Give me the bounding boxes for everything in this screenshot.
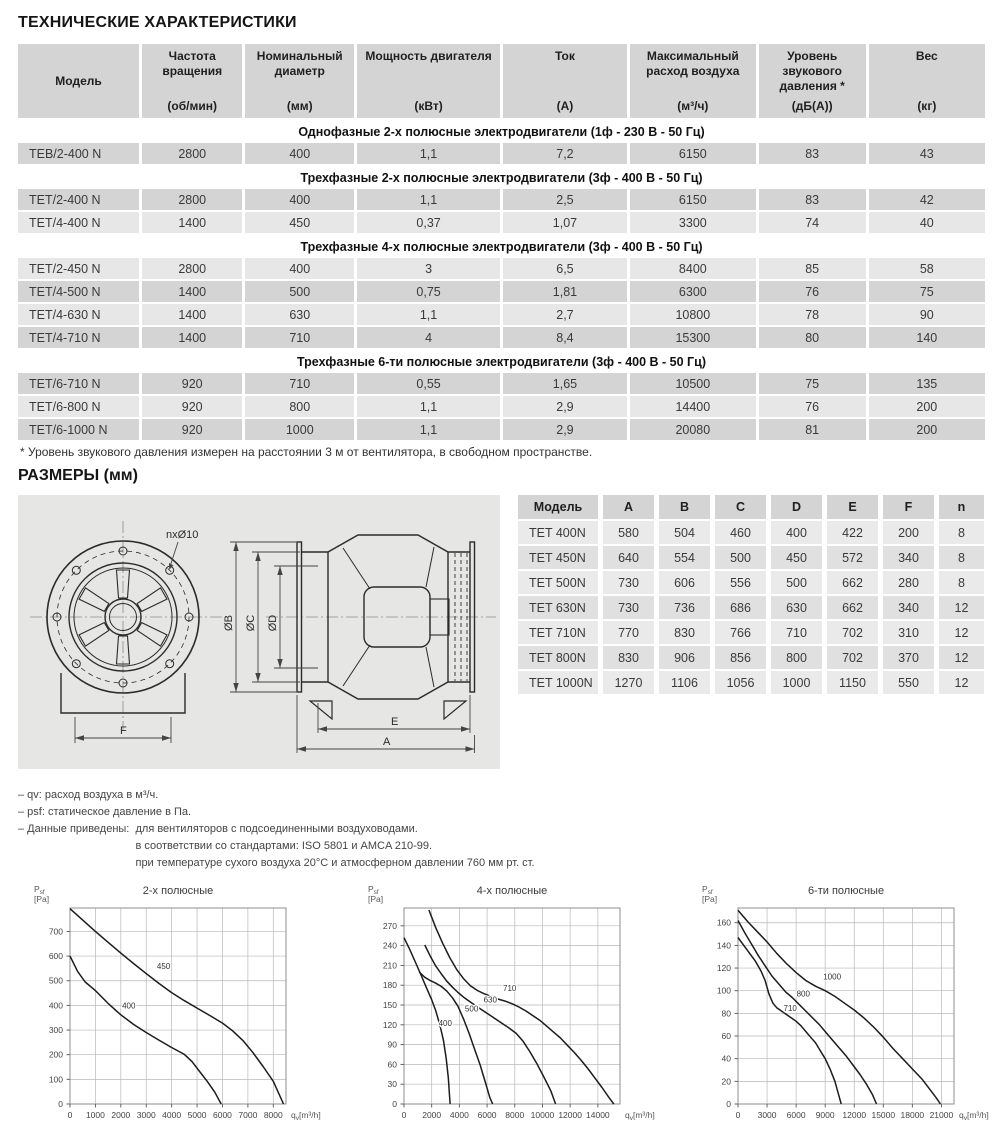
dimensions-title: РАЗМЕРЫ (мм) bbox=[18, 467, 138, 484]
table-row bbox=[18, 258, 985, 279]
x-tick-label: 5000 bbox=[187, 1110, 207, 1121]
y-tick-label: 150 bbox=[382, 1000, 397, 1011]
value-cell: 0,55 bbox=[357, 373, 500, 394]
section-header: Однофазные 2-х полюсные электродвигатели (1ф - 230 В - 50 Гц) bbox=[18, 120, 985, 143]
x-tick-label: 6000 bbox=[213, 1110, 232, 1121]
value-cell: 556 bbox=[715, 571, 766, 594]
x-tick-label: 3000 bbox=[136, 1110, 156, 1121]
chart-svg bbox=[360, 882, 670, 1134]
value-cell: 40 bbox=[869, 212, 985, 233]
chart-6-pole bbox=[694, 882, 1000, 1134]
value-cell: 200 bbox=[869, 396, 985, 417]
value-cell: 450 bbox=[245, 212, 354, 233]
y-tick-label: 120 bbox=[382, 1020, 397, 1031]
spec-column-header: Максимальный расход воздуха (м³/ч) bbox=[630, 44, 756, 118]
y-tick-label: 0 bbox=[726, 1099, 731, 1110]
model-cell: TET/4-400 N bbox=[18, 212, 139, 233]
x-tick-label: 12000 bbox=[842, 1110, 867, 1121]
table-row bbox=[18, 212, 985, 233]
curve-label: 630 bbox=[483, 995, 497, 1005]
value-cell: 800 bbox=[245, 396, 354, 417]
footnote-line bbox=[18, 821, 985, 872]
value-cell: 630 bbox=[771, 596, 822, 619]
table-row bbox=[18, 373, 985, 394]
y-tick-label: 40 bbox=[721, 1053, 731, 1064]
value-cell: 75 bbox=[759, 373, 866, 394]
left-flange bbox=[297, 542, 302, 692]
model-cell: TET 450N bbox=[518, 546, 598, 569]
value-cell: 2800 bbox=[142, 258, 242, 279]
footnote-label: – Данные приведены: bbox=[18, 823, 136, 836]
svg-text:[Pa]: [Pa] bbox=[34, 894, 50, 905]
chart-title: 2-х полюсные bbox=[142, 885, 214, 898]
value-cell: 422 bbox=[827, 521, 878, 544]
y-tick-label: 80 bbox=[721, 1008, 731, 1019]
curve-label: 400 bbox=[438, 1019, 452, 1029]
dim-header-row bbox=[518, 495, 985, 519]
svg-text:[Pa]: [Pa] bbox=[368, 894, 384, 905]
spec-table bbox=[18, 44, 985, 440]
curve-label: 710 bbox=[783, 1004, 797, 1014]
spec-column-header: Вес (кг) bbox=[869, 44, 985, 118]
model-cell: TET/2-450 N bbox=[18, 258, 139, 279]
page-title: ТЕХНИЧЕСКИЕ ХАРАКТЕРИСТИКИ bbox=[18, 14, 297, 31]
value-cell: 460 bbox=[715, 521, 766, 544]
value-cell: 8 bbox=[939, 571, 984, 594]
x-tick-label: 3000 bbox=[757, 1110, 777, 1121]
model-cell: TEB/2-400 N bbox=[18, 143, 139, 164]
x-tick-label: 10000 bbox=[530, 1110, 555, 1121]
dim-a-label: A bbox=[383, 736, 391, 748]
value-cell: 43 bbox=[869, 143, 985, 164]
section-header: Трехфазные 2-х полюсные электродвигатели (3ф - 400 В - 50 Гц) bbox=[18, 166, 985, 189]
value-cell: 1270 bbox=[603, 671, 654, 694]
value-cell: 504 bbox=[659, 521, 710, 544]
value-cell: 630 bbox=[245, 304, 354, 325]
value-cell: 340 bbox=[883, 596, 934, 619]
x-tick-label: 7000 bbox=[238, 1110, 258, 1121]
model-cell: TET 1000N bbox=[518, 671, 598, 694]
value-cell: 1150 bbox=[827, 671, 878, 694]
dim-column-header: F bbox=[883, 495, 934, 519]
spec-column-header: Частота вращения (об/мин) bbox=[142, 44, 242, 118]
curve-label: 500 bbox=[464, 1004, 479, 1014]
value-cell: 606 bbox=[659, 571, 710, 594]
chart-svg bbox=[26, 882, 336, 1134]
value-cell: 8 bbox=[939, 521, 984, 544]
model-cell: TET/4-710 N bbox=[18, 327, 139, 348]
table-row bbox=[518, 571, 985, 594]
table-row bbox=[18, 304, 985, 325]
holes-leader-line bbox=[169, 542, 178, 570]
value-cell: 90 bbox=[869, 304, 985, 325]
x-axis-label: $q_v[m^3/h]$ bbox=[959, 1110, 989, 1123]
x-axis-label: $q_v[m^3/h]$ bbox=[291, 1110, 321, 1123]
x-tick-label: 4000 bbox=[162, 1110, 182, 1121]
table-row bbox=[518, 621, 985, 644]
table-row bbox=[18, 281, 985, 302]
y-tick-label: 300 bbox=[48, 1025, 63, 1036]
x-tick-label: 21000 bbox=[929, 1110, 954, 1121]
value-cell: 662 bbox=[827, 596, 878, 619]
x-tick-label: 0 bbox=[735, 1110, 741, 1121]
spec-column-header: Номинальный диаметр (мм) bbox=[245, 44, 354, 118]
model-cell: TET/6-710 N bbox=[18, 373, 139, 394]
value-cell: 135 bbox=[869, 373, 985, 394]
value-cell: 2,9 bbox=[503, 396, 627, 417]
value-cell: 710 bbox=[245, 327, 354, 348]
y-tick-label: 240 bbox=[382, 940, 397, 951]
footnotes bbox=[18, 787, 985, 872]
table-row bbox=[18, 189, 985, 210]
model-cell: TET/6-1000 N bbox=[18, 419, 139, 440]
value-cell: 1,1 bbox=[357, 396, 500, 417]
chart-title: 6-ти полюсные bbox=[807, 885, 885, 898]
value-cell: 1,65 bbox=[503, 373, 627, 394]
table-row bbox=[518, 596, 985, 619]
value-cell: 400 bbox=[245, 189, 354, 210]
value-cell: 730 bbox=[603, 596, 654, 619]
value-cell: 702 bbox=[827, 621, 878, 644]
value-cell: 500 bbox=[715, 546, 766, 569]
table-row bbox=[18, 419, 985, 440]
value-cell: 200 bbox=[883, 521, 934, 544]
chart-svg bbox=[694, 882, 1000, 1134]
y-tick-label: 700 bbox=[48, 926, 63, 937]
y-tick-label: 0 bbox=[392, 1099, 397, 1110]
value-cell: 12 bbox=[939, 671, 984, 694]
value-cell: 1,1 bbox=[357, 304, 500, 325]
table-row bbox=[518, 671, 985, 694]
y-tick-label: 200 bbox=[48, 1049, 63, 1060]
value-cell: 81 bbox=[759, 419, 866, 440]
y-axis-label: $P_{sf}$ bbox=[368, 884, 379, 897]
value-cell: 8400 bbox=[630, 258, 756, 279]
curve-450 bbox=[70, 909, 284, 1104]
value-cell: 736 bbox=[659, 596, 710, 619]
y-tick-label: 60 bbox=[387, 1059, 397, 1070]
y-tick-label: 400 bbox=[48, 1000, 63, 1011]
x-tick-label: 18000 bbox=[900, 1110, 925, 1121]
curve-label: 710 bbox=[503, 984, 517, 994]
value-cell: 730 bbox=[603, 571, 654, 594]
value-cell: 80 bbox=[759, 327, 866, 348]
value-cell: 0,37 bbox=[357, 212, 500, 233]
x-tick-label: 6000 bbox=[786, 1110, 806, 1121]
value-cell: 1400 bbox=[142, 212, 242, 233]
x-tick-label: 2000 bbox=[111, 1110, 131, 1121]
value-cell: 1,1 bbox=[357, 419, 500, 440]
curve-710 bbox=[738, 938, 841, 1105]
value-cell: 140 bbox=[869, 327, 985, 348]
table-row bbox=[18, 143, 985, 164]
value-cell: 20080 bbox=[630, 419, 756, 440]
value-cell: 75 bbox=[869, 281, 985, 302]
chart-4-pole bbox=[360, 882, 670, 1134]
chart-2-pole bbox=[26, 882, 336, 1134]
value-cell: 920 bbox=[142, 396, 242, 417]
x-tick-label: 9000 bbox=[815, 1110, 835, 1121]
value-cell: 78 bbox=[759, 304, 866, 325]
spec-column-header: Модель bbox=[18, 44, 139, 118]
value-cell: 1,81 bbox=[503, 281, 627, 302]
dim-column-header: E bbox=[827, 495, 878, 519]
y-axis-label: $P_{sf}$ bbox=[702, 884, 713, 897]
value-cell: 280 bbox=[883, 571, 934, 594]
table-row bbox=[18, 327, 985, 348]
value-cell: 1000 bbox=[245, 419, 354, 440]
footnote-text: – qv: расход воздуха в м³/ч. bbox=[18, 789, 159, 801]
y-tick-label: 160 bbox=[716, 917, 731, 928]
model-cell: TET 630N bbox=[518, 596, 598, 619]
value-cell: 1,1 bbox=[357, 143, 500, 164]
y-tick-label: 270 bbox=[382, 921, 397, 932]
value-cell: 42 bbox=[869, 189, 985, 210]
curve-1000 bbox=[738, 911, 940, 1105]
value-cell: 550 bbox=[883, 671, 934, 694]
value-cell: 830 bbox=[659, 621, 710, 644]
y-tick-label: 140 bbox=[716, 940, 731, 951]
x-tick-label: 6000 bbox=[477, 1110, 497, 1121]
curve-710 bbox=[429, 910, 614, 1104]
value-cell: 1400 bbox=[142, 304, 242, 325]
mounting-feet bbox=[310, 701, 466, 719]
x-tick-label: 1000 bbox=[85, 1110, 105, 1121]
value-cell: 2,9 bbox=[503, 419, 627, 440]
chart-title: 4-х полюсные bbox=[476, 885, 548, 898]
value-cell: 1056 bbox=[715, 671, 766, 694]
spec-table-footnote: * Уровень звукового давления измерен на расстоянии 3 м от вентилятора, в свободном пространстве. bbox=[20, 445, 593, 459]
y-tick-label: 600 bbox=[48, 951, 63, 962]
footnote-text: для вентиляторов с подсоединенными воздуховодами. в соответствии со стандартами: ISO 5801 и AMCA 210-99. при температуре сухого воздуха 20°C и атмосферном давлении 760 мм рт. ст. bbox=[135, 823, 535, 870]
value-cell: 74 bbox=[759, 212, 866, 233]
table-row bbox=[518, 546, 985, 569]
value-cell: 15300 bbox=[630, 327, 756, 348]
value-cell: 920 bbox=[142, 373, 242, 394]
value-cell: 906 bbox=[659, 646, 710, 669]
spec-column-header: Мощность двигателя (кВт) bbox=[357, 44, 500, 118]
value-cell: 766 bbox=[715, 621, 766, 644]
value-cell: 76 bbox=[759, 396, 866, 417]
value-cell: 0,75 bbox=[357, 281, 500, 302]
curve-800 bbox=[738, 921, 877, 1105]
y-tick-label: 30 bbox=[387, 1079, 397, 1090]
model-cell: TET/4-630 N bbox=[18, 304, 139, 325]
x-tick-label: 14000 bbox=[586, 1110, 610, 1121]
value-cell: 12 bbox=[939, 596, 984, 619]
value-cell: 12 bbox=[939, 646, 984, 669]
value-cell: 8 bbox=[939, 546, 984, 569]
curve-label: 450 bbox=[156, 962, 171, 972]
y-tick-label: 60 bbox=[721, 1031, 731, 1042]
y-axis-label: $P_{sf}$ bbox=[34, 884, 45, 897]
footnote-line bbox=[18, 787, 985, 804]
value-cell: 83 bbox=[759, 189, 866, 210]
table-row bbox=[518, 521, 985, 544]
value-cell: 450 bbox=[771, 546, 822, 569]
value-cell: 830 bbox=[603, 646, 654, 669]
value-cell: 2,5 bbox=[503, 189, 627, 210]
y-tick-label: 180 bbox=[382, 980, 397, 991]
dim-column-header: D bbox=[771, 495, 822, 519]
dim-column-header: A bbox=[603, 495, 654, 519]
y-tick-label: 20 bbox=[721, 1076, 731, 1087]
value-cell: 76 bbox=[759, 281, 866, 302]
value-cell: 770 bbox=[603, 621, 654, 644]
dim-e-label: E bbox=[391, 716, 399, 728]
performance-charts bbox=[18, 882, 989, 1134]
value-cell: 640 bbox=[603, 546, 654, 569]
value-cell: 14400 bbox=[630, 396, 756, 417]
model-cell: TET 710N bbox=[518, 621, 598, 644]
x-tick-label: 15000 bbox=[871, 1110, 896, 1121]
svg-text:[Pa]: [Pa] bbox=[702, 894, 718, 905]
spec-header-row bbox=[18, 44, 985, 118]
x-tick-label: 2000 bbox=[422, 1110, 442, 1121]
value-cell: 554 bbox=[659, 546, 710, 569]
y-tick-label: 0 bbox=[58, 1099, 63, 1110]
value-cell: 710 bbox=[245, 373, 354, 394]
y-tick-label: 100 bbox=[48, 1074, 63, 1085]
x-tick-label: 0 bbox=[67, 1110, 73, 1121]
value-cell: 6300 bbox=[630, 281, 756, 302]
value-cell: 10500 bbox=[630, 373, 756, 394]
dim-column-header: C bbox=[715, 495, 766, 519]
value-cell: 1,07 bbox=[503, 212, 627, 233]
value-cell: 58 bbox=[869, 258, 985, 279]
model-cell: TET/6-800 N bbox=[18, 396, 139, 417]
value-cell: 4 bbox=[357, 327, 500, 348]
section-header: Трехфазные 6-ти полюсные электродвигатели (3ф - 400 В - 50 Гц) bbox=[18, 350, 985, 373]
holes-count-label: nxØ10 bbox=[166, 529, 199, 541]
value-cell: 662 bbox=[827, 571, 878, 594]
dimension-drawing bbox=[18, 495, 500, 769]
value-cell: 200 bbox=[869, 419, 985, 440]
value-cell: 1400 bbox=[142, 327, 242, 348]
dim-column-header: Модель bbox=[518, 495, 598, 519]
value-cell: 702 bbox=[827, 646, 878, 669]
dimensions-section bbox=[18, 495, 985, 769]
value-cell: 500 bbox=[771, 571, 822, 594]
x-axis-label: $q_v[m^3/h]$ bbox=[625, 1110, 655, 1123]
curve-label: 1000 bbox=[823, 972, 842, 982]
value-cell: 1400 bbox=[142, 281, 242, 302]
value-cell: 500 bbox=[245, 281, 354, 302]
y-tick-label: 90 bbox=[387, 1039, 397, 1050]
value-cell: 920 bbox=[142, 419, 242, 440]
table-row bbox=[18, 396, 985, 417]
value-cell: 85 bbox=[759, 258, 866, 279]
curve-label: 400 bbox=[122, 1001, 136, 1011]
dim-b-label: ØB bbox=[223, 615, 235, 631]
value-cell: 310 bbox=[883, 621, 934, 644]
value-cell: 10800 bbox=[630, 304, 756, 325]
footnote-text: – psf: статическое давление в Па. bbox=[18, 806, 192, 819]
value-cell: 800 bbox=[771, 646, 822, 669]
value-cell: 7,2 bbox=[503, 143, 627, 164]
value-cell: 400 bbox=[245, 258, 354, 279]
section-header: Трехфазные 4-х полюсные электродвигатели (3ф - 400 В - 50 Гц) bbox=[18, 235, 985, 258]
model-cell: TET/2-400 N bbox=[18, 189, 139, 210]
value-cell: 83 bbox=[759, 143, 866, 164]
x-tick-label: 4000 bbox=[449, 1110, 469, 1121]
value-cell: 710 bbox=[771, 621, 822, 644]
spec-column-header: Уровень звукового давления * (дБ(А)) bbox=[759, 44, 866, 118]
value-cell: 572 bbox=[827, 546, 878, 569]
model-cell: TET 800N bbox=[518, 646, 598, 669]
value-cell: 580 bbox=[603, 521, 654, 544]
dim-d-label: ØD bbox=[267, 614, 279, 632]
dimension-table bbox=[518, 495, 985, 694]
table-row bbox=[518, 646, 985, 669]
x-tick-label: 8000 bbox=[263, 1110, 283, 1121]
model-cell: TET/4-500 N bbox=[18, 281, 139, 302]
x-tick-label: 8000 bbox=[505, 1110, 525, 1121]
value-cell: 2800 bbox=[142, 189, 242, 210]
value-cell: 1106 bbox=[659, 671, 710, 694]
footnote-line bbox=[18, 804, 985, 821]
value-cell: 8,4 bbox=[503, 327, 627, 348]
x-tick-label: 0 bbox=[401, 1110, 407, 1121]
model-cell: TET 500N bbox=[518, 571, 598, 594]
y-tick-label: 120 bbox=[716, 963, 731, 974]
fan-drawing-svg bbox=[18, 495, 500, 769]
dim-column-header: n bbox=[939, 495, 984, 519]
value-cell: 400 bbox=[771, 521, 822, 544]
value-cell: 2,7 bbox=[503, 304, 627, 325]
value-cell: 12 bbox=[939, 621, 984, 644]
x-tick-label: 12000 bbox=[558, 1110, 582, 1121]
value-cell: 2800 bbox=[142, 143, 242, 164]
dim-column-header: B bbox=[659, 495, 710, 519]
spec-column-header: Ток (А) bbox=[503, 44, 627, 118]
dim-c-label: ØC bbox=[245, 614, 257, 632]
model-cell: TET 400N bbox=[518, 521, 598, 544]
dim-f-label: F bbox=[120, 725, 127, 737]
value-cell: 6150 bbox=[630, 189, 756, 210]
value-cell: 370 bbox=[883, 646, 934, 669]
value-cell: 6150 bbox=[630, 143, 756, 164]
value-cell: 340 bbox=[883, 546, 934, 569]
value-cell: 1000 bbox=[771, 671, 822, 694]
value-cell: 686 bbox=[715, 596, 766, 619]
curve-label: 800 bbox=[796, 989, 810, 999]
value-cell: 3300 bbox=[630, 212, 756, 233]
value-cell: 400 bbox=[245, 143, 354, 164]
value-cell: 6,5 bbox=[503, 258, 627, 279]
value-cell: 1,1 bbox=[357, 189, 500, 210]
y-tick-label: 210 bbox=[382, 960, 397, 971]
value-cell: 856 bbox=[715, 646, 766, 669]
value-cell: 3 bbox=[357, 258, 500, 279]
y-tick-label: 500 bbox=[48, 975, 63, 986]
y-tick-label: 100 bbox=[716, 985, 731, 996]
